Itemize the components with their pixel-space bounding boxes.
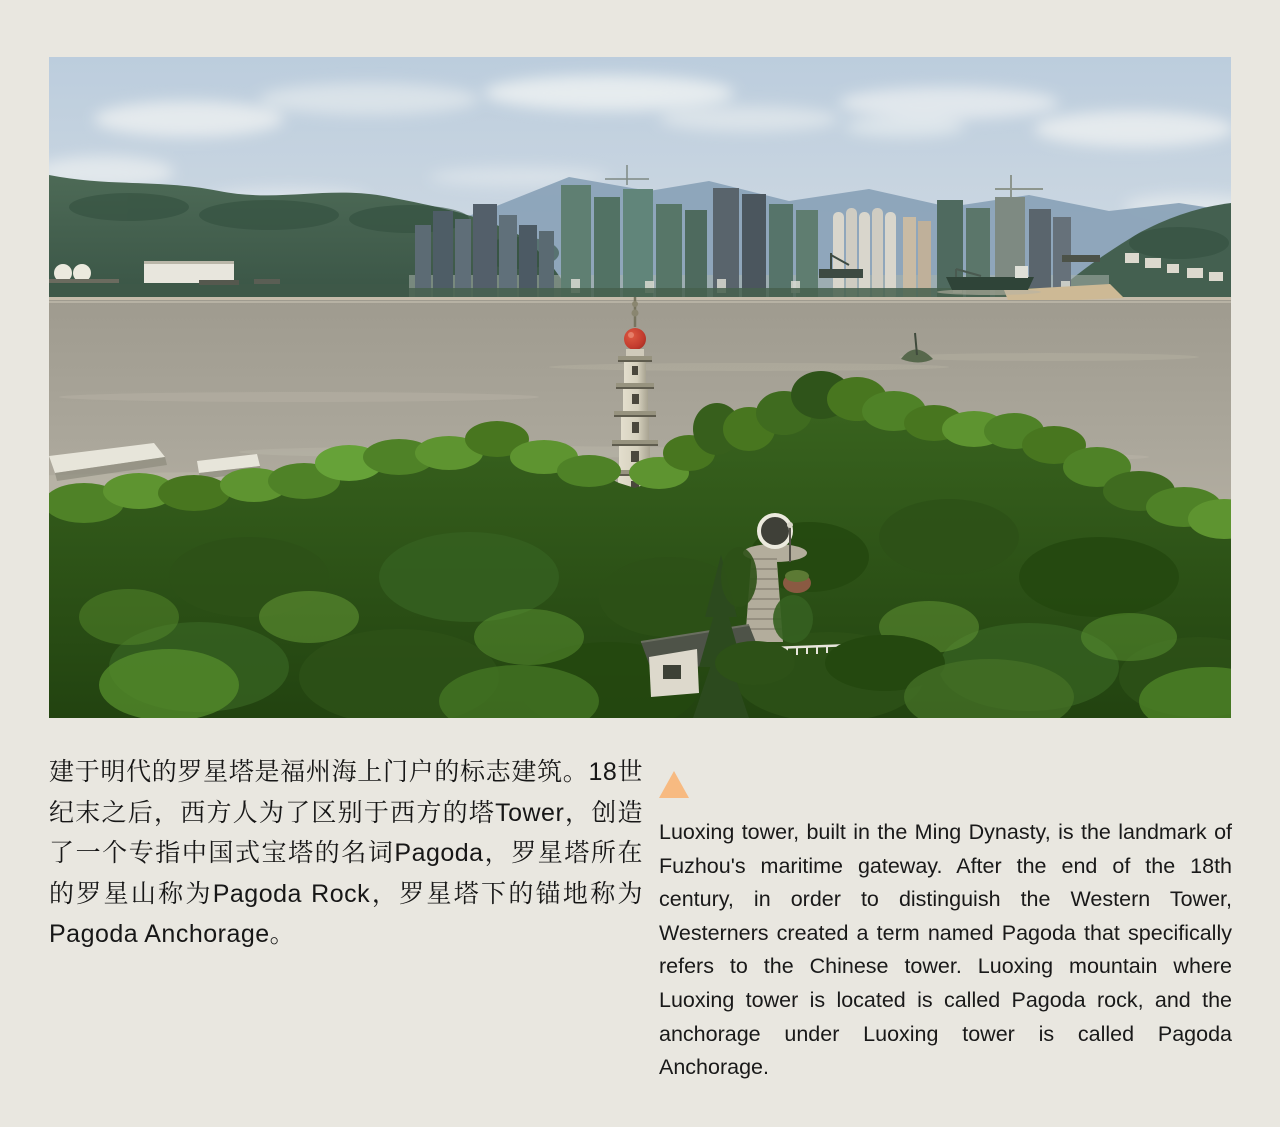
photo-illustration xyxy=(49,57,1231,718)
small-boat xyxy=(1062,255,1100,262)
english-paragraph: Luoxing tower, built in the Ming Dynasty, is the landmark of Fuzhou's maritime gateway. After the end of the 18th century, in order to distinguish the Western Tower, Westerners created a term named Pagoda that specifically refers to the Chinese tower. Luoxing mountain where Luoxing tower is located is called Pagoda rock, and the anchorage under Luoxing tower is called Pagoda Anchorage. xyxy=(659,820,1232,1080)
luoxing-tower-photo xyxy=(49,57,1231,718)
chinese-paragraph: 建于明代的罗星塔是福州海上门户的标志建筑。18世纪末之后，西方人为了区别于西方的塔Tower，创造了一个专指中国式宝塔的名词Pagoda，罗星塔所在的罗星山称为Pagoda Rock，罗星塔下的锚地称为Pagoda Anchorage。 xyxy=(49,758,643,948)
triangle-marker xyxy=(659,771,689,798)
planter xyxy=(783,570,811,593)
small-boat-2 xyxy=(254,279,280,284)
